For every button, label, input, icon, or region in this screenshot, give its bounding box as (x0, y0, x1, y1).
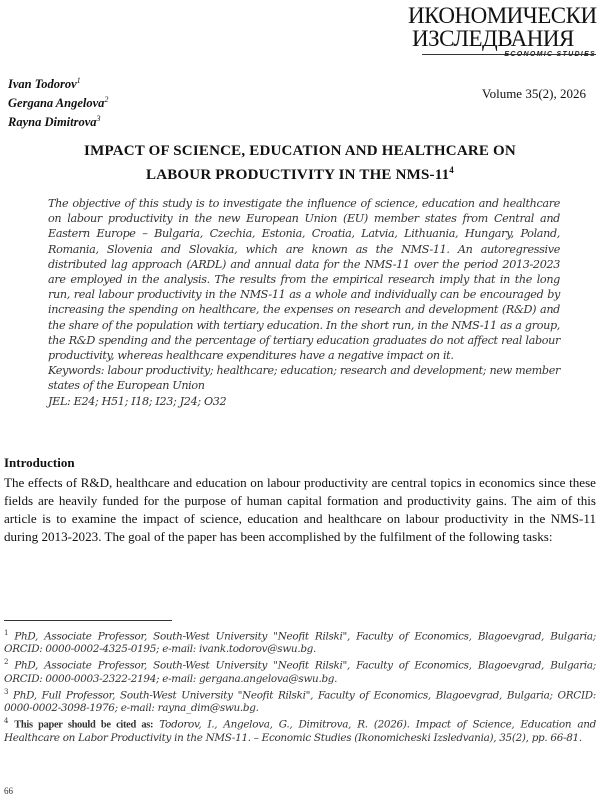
abstract (48, 196, 560, 409)
footnote-divider (4, 620, 172, 621)
author: Ivan Todorov$^1$ (8, 76, 81, 92)
author: Gergana Angelova$^2$ (8, 95, 109, 111)
author-footnote-mark[interactable]: 3 (96, 114, 101, 124)
journal-logo (408, 4, 596, 58)
footnote-citation: $^4$ This paper should be cited as: Todorov, I., Angelova, G., Dimitrova, R. (2026). Impact of Science, Education and Healthcare on Labor Productivity in the NMS-11. – Economic Studies (Ikonomicheski Izsledvania), 35(2), pp. 66-81. (4, 717, 596, 744)
volume-info: Volume 35(2), 2026 (481, 86, 586, 101)
footnote: $^1$ PhD, Associate Professor, South-West University "Neofit Rilski", Faculty of Economics, Blagoevgrad, Bulgaria; ORCID: 0000-0002-4325-0195; e-mail: ivank.todorov@swu.bg. (4, 629, 596, 656)
abstract-text: The objective of this study is to investigate the influence of science, education and healthcare on labour productivity in the new European Union (EU) member states from Central and Eastern Europe – Bulgaria, Czechia, Estonia, Croatia, Latvia, Lithuania, Hungary, Poland, Romania, Slovenia and Slovakia, which are known as the NMS-11. An autoregressive distributed lag approach (ARDL) and annual data for the NMS-11 over the period 2013-2023 are employed in the analysis. The results from the empirical research imply that in the long run, real labour productivity in the NMS-11 as a whole and individually can be encouraged by increasing the spending on healthcare, the expenses on research and development (R&D) and the share of the population with tertiary education. In the short run, in the NMS-11 as a group, the R&D spending and the percentage of tertiary education graduates do not affect real labour productivity, whereas healthcare expenditures have a negative impact on it. (48, 197, 560, 363)
author: Rayna Dimitrova$^3$ (8, 114, 101, 130)
paper-title (20, 142, 580, 185)
journal-logo-line2: ИЗСЛЕДВАНИЯ (412, 26, 574, 51)
footnotes (4, 627, 596, 745)
journal-logo-rule (422, 54, 596, 55)
section-heading-introduction: Introduction (4, 455, 75, 470)
introduction-paragraph: The effects of R&D, healthcare and education on labour productivity are central topics in economics since these fields are heavily funded for the purpose of human capital formation and productivity gains. The aim of this article is to examine the impact of science, education and healthcare on labour productivity in the NMS-11 during 2013-2023. The goal of the paper has been accomplished by the fulfilment of the following tasks: (4, 475, 596, 544)
jel-codes: JEL: E24; H51; I18; I23; J24; O32 (48, 394, 227, 408)
author-footnote-mark[interactable]: 1 (76, 76, 81, 85)
author-list (8, 73, 108, 130)
page-number: 66 (4, 786, 13, 796)
footnote: $^2$ PhD, Associate Professor, South-West University "Neofit Rilski", Faculty of Economics, Blagoevgrad, Bulgaria; ORCID: 0000-0003-2322-2194; e-mail: gergana.angelova@swu.bg. (4, 658, 596, 685)
paper-title-line2: LABOUR PRODUCTIVITY IN THE NMS-$11^4$ (145, 165, 454, 183)
author-footnote-mark[interactable]: 2 (104, 95, 109, 105)
footnote: $^3$ PhD, Full Professor, South-West University "Neofit Rilski", Faculty of Economics, Blagoevgrad, Bulgaria; ORCID: 0000-0002-3098-1976; e-mail: rayna_dim@swu.bg. (4, 687, 596, 715)
journal-logo-line1: ИКОНОМИЧЕСКИ (408, 3, 597, 28)
keywords: Keywords: labour productivity; healthcare; education; research and development; new member states of the European Union (48, 364, 560, 393)
paper-title-line1: IMPACT OF SCIENCE, EDUCATION AND HEALTHCARE ON (84, 143, 516, 159)
title-footnote-mark[interactable]: 4 (449, 165, 454, 175)
journal-logo-subtitle: ECONOMIC STUDIES (504, 51, 596, 58)
